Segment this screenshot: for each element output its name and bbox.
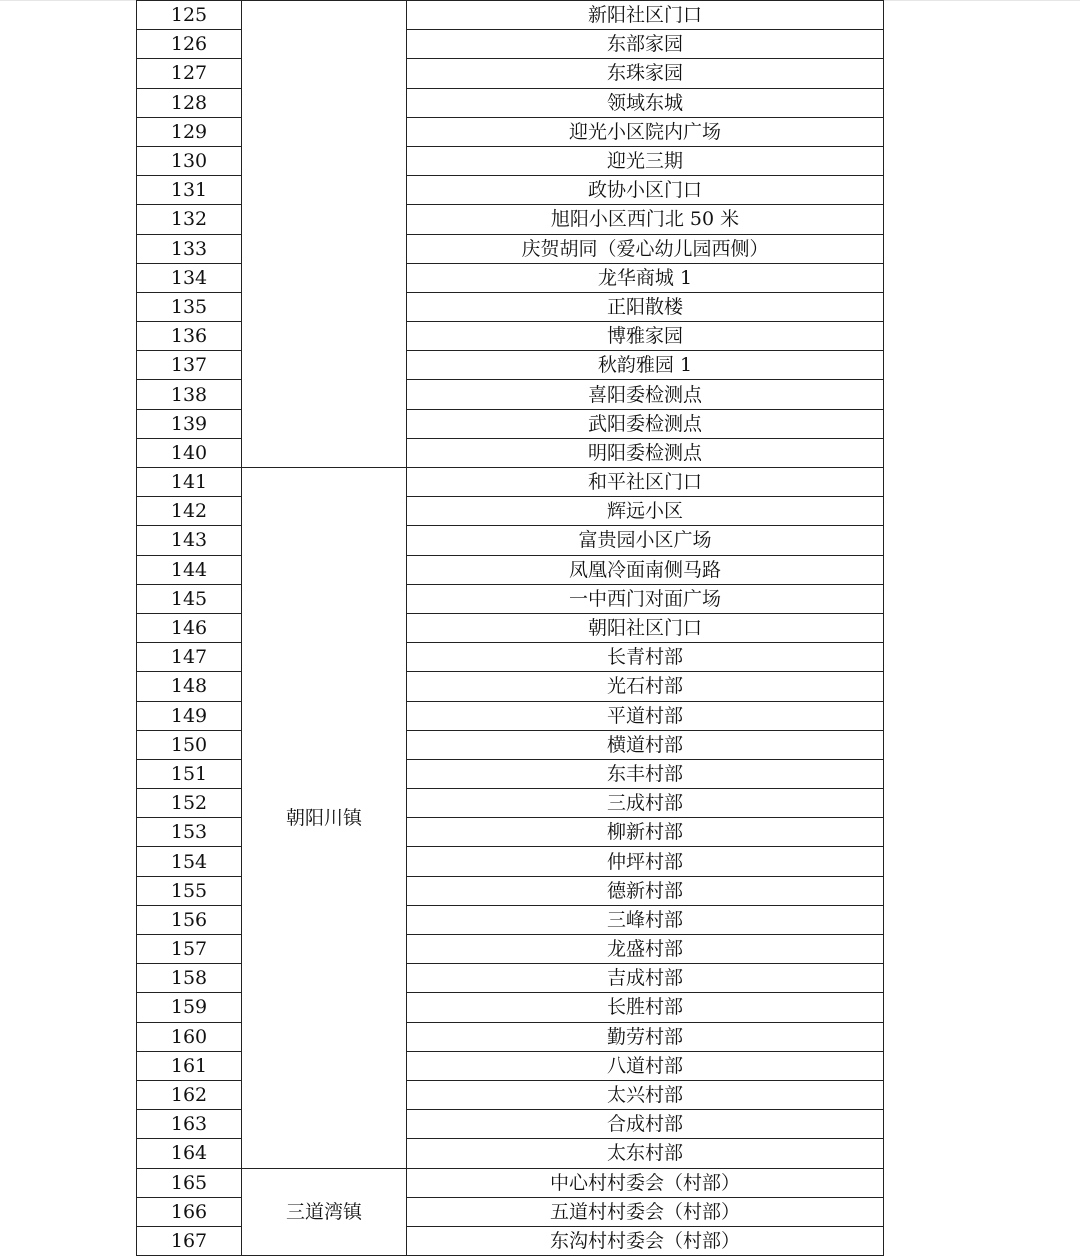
row-number: 167 — [137, 1226, 242, 1255]
row-number: 156 — [137, 905, 242, 934]
row-number: 137 — [137, 351, 242, 380]
row-number: 129 — [137, 117, 242, 146]
row-number: 147 — [137, 643, 242, 672]
site-name: 迎光三期 — [407, 146, 884, 175]
site-name: 横道村部 — [407, 730, 884, 759]
site-name: 龙盛村部 — [407, 935, 884, 964]
site-name: 武阳委检测点 — [407, 409, 884, 438]
row-number: 154 — [137, 847, 242, 876]
row-number: 164 — [137, 1139, 242, 1168]
site-name: 吉成村部 — [407, 964, 884, 993]
row-number: 127 — [137, 59, 242, 88]
row-number: 166 — [137, 1197, 242, 1226]
row-number: 161 — [137, 1051, 242, 1080]
site-name: 勤劳村部 — [407, 1022, 884, 1051]
site-name: 光石村部 — [407, 672, 884, 701]
site-name: 八道村部 — [407, 1051, 884, 1080]
row-number: 134 — [137, 263, 242, 292]
site-name: 迎光小区院内广场 — [407, 117, 884, 146]
site-name: 中心村村委会（村部） — [407, 1168, 884, 1197]
row-number: 144 — [137, 555, 242, 584]
row-number: 162 — [137, 1080, 242, 1109]
site-name: 明阳委检测点 — [407, 438, 884, 467]
row-number: 133 — [137, 234, 242, 263]
site-name: 朝阳社区门口 — [407, 613, 884, 642]
row-number: 142 — [137, 497, 242, 526]
testing-sites-table — [136, 0, 884, 1256]
site-name: 长青村部 — [407, 643, 884, 672]
site-name: 辉远小区 — [407, 497, 884, 526]
site-name: 柳新村部 — [407, 818, 884, 847]
row-number: 140 — [137, 438, 242, 467]
town-cell: 朝阳川镇 — [242, 468, 407, 1169]
site-name: 五道村村委会（村部） — [407, 1197, 884, 1226]
row-number: 131 — [137, 176, 242, 205]
row-number: 139 — [137, 409, 242, 438]
site-name: 太兴村部 — [407, 1080, 884, 1109]
table-row — [137, 468, 884, 497]
site-name: 喜阳委检测点 — [407, 380, 884, 409]
site-name: 仲坪村部 — [407, 847, 884, 876]
site-name: 博雅家园 — [407, 322, 884, 351]
site-name: 新阳社区门口 — [407, 1, 884, 30]
site-name: 一中西门对面广场 — [407, 584, 884, 613]
row-number: 158 — [137, 964, 242, 993]
row-number: 130 — [137, 146, 242, 175]
row-number: 146 — [137, 613, 242, 642]
row-number: 165 — [137, 1168, 242, 1197]
row-number: 148 — [137, 672, 242, 701]
row-number: 160 — [137, 1022, 242, 1051]
site-name: 东部家园 — [407, 30, 884, 59]
site-name: 凤凰冷面南侧马路 — [407, 555, 884, 584]
site-name: 东丰村部 — [407, 759, 884, 788]
row-number: 141 — [137, 468, 242, 497]
table-row — [137, 1, 884, 30]
row-number: 125 — [137, 1, 242, 30]
row-number: 143 — [137, 526, 242, 555]
site-name: 秋韵雅园 1 — [407, 351, 884, 380]
site-name: 领域东城 — [407, 88, 884, 117]
row-number: 151 — [137, 759, 242, 788]
site-name: 东珠家园 — [407, 59, 884, 88]
row-number: 126 — [137, 30, 242, 59]
site-name: 庆贺胡同（爱心幼儿园西侧） — [407, 234, 884, 263]
site-name: 合成村部 — [407, 1110, 884, 1139]
site-name: 和平社区门口 — [407, 468, 884, 497]
site-name: 三成村部 — [407, 789, 884, 818]
table-row — [137, 1168, 884, 1197]
site-name: 正阳散楼 — [407, 292, 884, 321]
row-number: 132 — [137, 205, 242, 234]
site-name: 三峰村部 — [407, 905, 884, 934]
site-name: 太东村部 — [407, 1139, 884, 1168]
site-name: 德新村部 — [407, 876, 884, 905]
table-body — [137, 1, 884, 1256]
row-number: 135 — [137, 292, 242, 321]
site-name: 富贵园小区广场 — [407, 526, 884, 555]
town-cell: 三道湾镇 — [242, 1168, 407, 1256]
row-number: 150 — [137, 730, 242, 759]
site-name: 政协小区门口 — [407, 176, 884, 205]
row-number: 153 — [137, 818, 242, 847]
town-cell — [242, 1, 407, 468]
site-name: 长胜村部 — [407, 993, 884, 1022]
row-number: 159 — [137, 993, 242, 1022]
row-number: 155 — [137, 876, 242, 905]
row-number: 128 — [137, 88, 242, 117]
row-number: 152 — [137, 789, 242, 818]
row-number: 149 — [137, 701, 242, 730]
row-number: 145 — [137, 584, 242, 613]
row-number: 138 — [137, 380, 242, 409]
site-name: 平道村部 — [407, 701, 884, 730]
row-number: 163 — [137, 1110, 242, 1139]
site-name: 旭阳小区西门北 50 米 — [407, 205, 884, 234]
site-name: 龙华商城 1 — [407, 263, 884, 292]
row-number: 157 — [137, 935, 242, 964]
row-number: 136 — [137, 322, 242, 351]
site-name: 东沟村村委会（村部） — [407, 1226, 884, 1255]
